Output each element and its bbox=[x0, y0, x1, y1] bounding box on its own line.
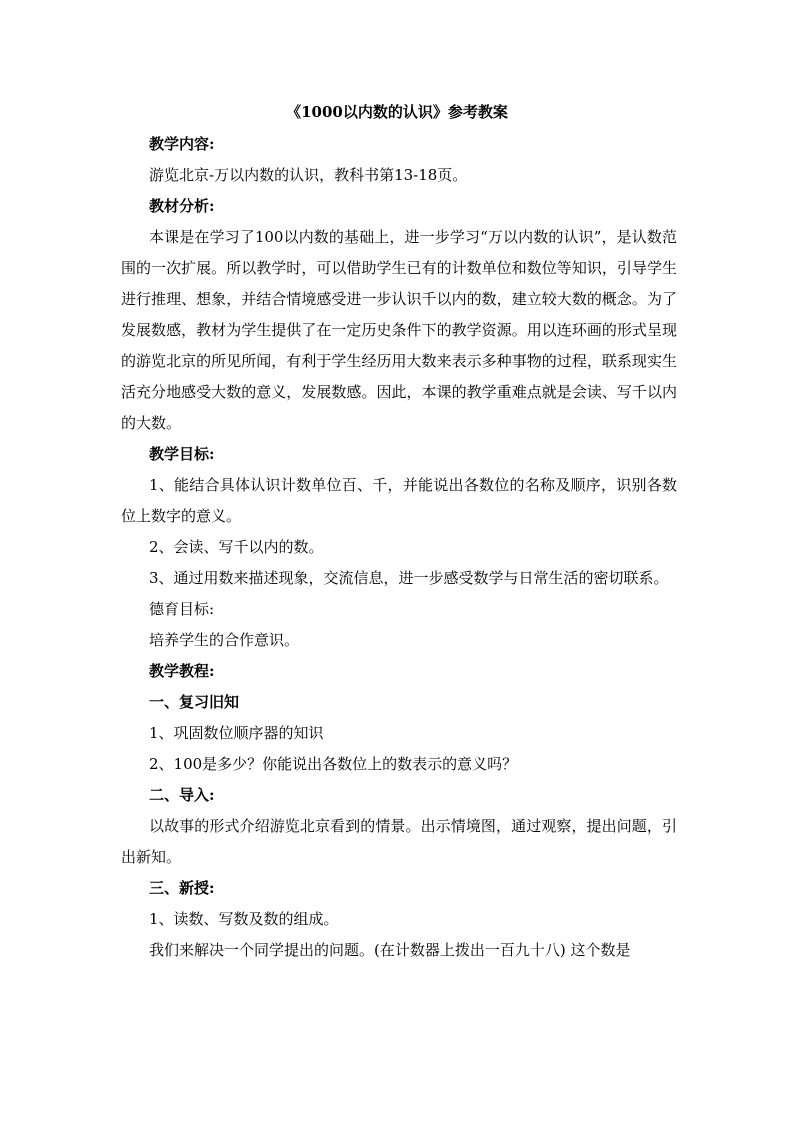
heading-teaching-process: 教学教程: bbox=[149, 662, 215, 680]
section-1-title: 一、复习旧知 bbox=[149, 693, 240, 711]
page-title: 《1000以内数的认识》参考教案 bbox=[286, 103, 508, 121]
section-3-item-1: 1、读数、写数及数的组成。 bbox=[149, 910, 339, 928]
section-1-item-2: 2、100是多少？你能说出各数位上的数表示的意义吗？ bbox=[149, 755, 518, 773]
goal-item-2: 2、会读、写千以内的数。 bbox=[149, 538, 324, 556]
heading-teaching-content: 教学内容: bbox=[149, 135, 215, 153]
material-analysis-text: 本课是在学习了100以内数的基础上，进一步学习“万以内数的认识”，是认数范围的一次扩展。所以教学时，可以借助学生已有的计数单位和数位等知识，引导学生进行推理、想象，并结合情境感受进一步认识千以内的数，建立较大数的概念。为了发展数感，教材为学生提供了在一定历史条件下的教学资源。用以连环画的形式呈现的游览北京的所见所闻，有利于学生经历用大数来表示多种事物的过程，联系现实生活充分地感受大数的意义，发展数感。因此，本课的教学重难点就是会读、写千以内的大数。 bbox=[121, 228, 677, 432]
section-1-item-1: 1、巩固数位顺序器的知识 bbox=[149, 724, 324, 742]
document-body bbox=[121, 129, 677, 966]
heading-material-analysis: 教材分析: bbox=[149, 197, 215, 215]
section-3-text: 我们来解决一个同学提出的问题。(在计数器上拨出一百九十八) 这个数是 bbox=[149, 941, 631, 959]
section-2-text: 以故事的形式介绍游览北京看到的情景。出示情境图，通过观察，提出问题，引出新知。 bbox=[121, 817, 677, 866]
section-3-title: 三、新授: bbox=[149, 879, 215, 897]
heading-teaching-goals: 教学目标: bbox=[149, 445, 215, 463]
goal-item-3: 3、通过用数来描述现象，交流信息，进一步感受数学与日常生活的密切联系。 bbox=[149, 569, 669, 587]
heading-moral-goals: 德育目标: bbox=[149, 600, 215, 618]
moral-goals-text: 培养学生的合作意识。 bbox=[149, 631, 300, 649]
goal-item-1: 1、能结合具体认识计数单位百、千，并能说出各数位的名称及顺序，识别各数位上数字的意义。 bbox=[121, 476, 677, 525]
section-2-title: 二、导入: bbox=[149, 786, 215, 804]
teaching-content-text: 游览北京-万以内数的认识，教科书第13-18页。 bbox=[149, 166, 468, 184]
